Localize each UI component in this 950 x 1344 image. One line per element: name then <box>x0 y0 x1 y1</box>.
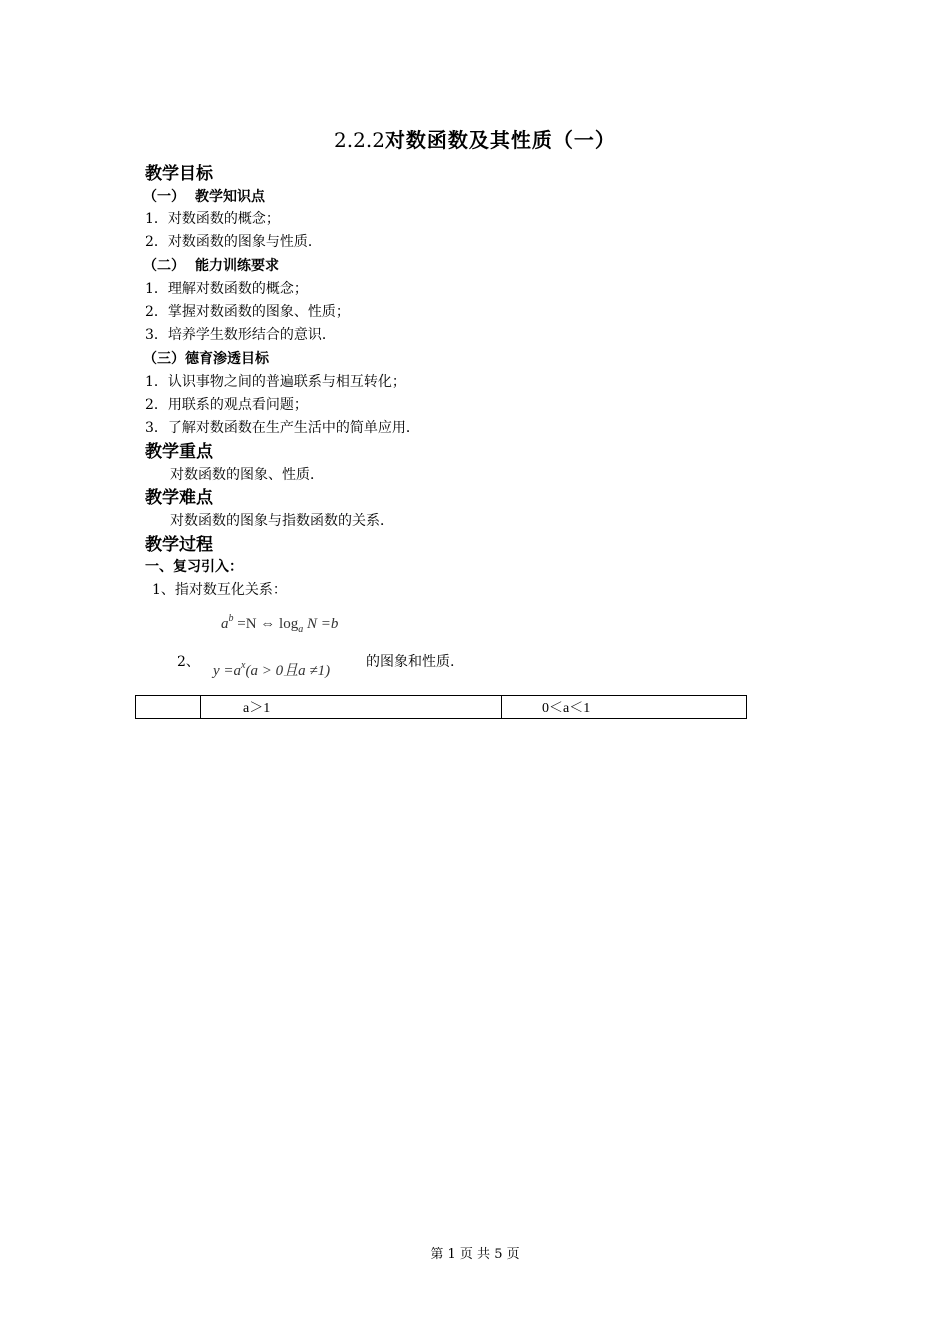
teaching-difficulty-text: 对数函数的图象与指数函数的关系． <box>170 513 394 529</box>
process-item-2-number: 2、 <box>177 654 200 670</box>
formula1-a: a <box>221 616 229 632</box>
table-header-a-greater-1: a＞1 <box>201 696 502 719</box>
formula1-eq-n: =N <box>237 616 257 632</box>
formula2-exponent: x <box>241 660 246 671</box>
process-item-1: 1、指对数互化关系： <box>152 582 287 598</box>
comparison-table <box>135 695 747 719</box>
process-item-2-tail: 的图象和性质. <box>366 654 455 670</box>
formula1-n: N <box>306 616 317 632</box>
process-part-1: 一、复习引入： <box>145 559 243 575</box>
knowledge-item-2: 2．对数函数的图象与性质． <box>145 234 322 250</box>
moral-item-1: 1．认识事物之间的普遍联系与相互转化； <box>145 374 406 390</box>
document-title <box>0 130 950 150</box>
title-text: 对数函数及其性质（一） <box>384 128 616 152</box>
formula1-eq-b: =b <box>320 616 339 632</box>
formula1-b-exponent: b <box>228 613 234 624</box>
ability-item-2: 2．掌握对数函数的图象、性质； <box>145 304 350 320</box>
formula1-log: log <box>279 616 299 632</box>
heading-teaching-difficulty: 教学难点 <box>145 488 213 508</box>
subheading-ability-label: （二） <box>143 258 185 274</box>
table-row <box>136 696 747 719</box>
formula-exponential-function <box>213 660 331 679</box>
teaching-focus-text: 对数函数的图象、性质． <box>170 467 324 483</box>
table-cell-empty <box>136 696 201 719</box>
heading-teaching-focus: 教学重点 <box>145 442 213 462</box>
ability-item-1: 1．理解对数函数的概念； <box>145 281 308 297</box>
subheading-moral: （三）德育渗透目标 <box>143 351 269 367</box>
ability-item-3: 3．培养学生数形结合的意识． <box>145 327 336 343</box>
moral-item-3: 3．了解对数函数在生产生活中的简单应用． <box>145 420 420 436</box>
formula-exp-log <box>221 613 339 635</box>
formula2-lhs: y =a <box>213 663 242 679</box>
table-header-a-between-0-1: 0＜a＜1 <box>502 696 747 719</box>
heading-teaching-process: 教学过程 <box>145 535 213 555</box>
formula2-condition: (a > 0且a ≠1) <box>245 663 331 679</box>
formula1-iff: ⇔ <box>260 616 276 632</box>
subheading-knowledge-label: （一） <box>143 189 185 205</box>
page-footer: 第 1 页 共 5 页 <box>430 1247 520 1262</box>
moral-item-2: 2．用联系的观点看问题； <box>145 397 308 413</box>
title-number: 2.2.2 <box>334 128 385 152</box>
knowledge-item-1: 1．对数函数的概念； <box>145 211 280 227</box>
formula1-log-base: a <box>298 624 304 635</box>
subheading-ability <box>143 259 279 273</box>
subheading-knowledge-title: 教学知识点 <box>195 189 265 205</box>
subheading-ability-title: 能力训练要求 <box>195 258 279 274</box>
subheading-knowledge <box>143 190 265 204</box>
heading-teaching-goals: 教学目标 <box>145 164 213 184</box>
